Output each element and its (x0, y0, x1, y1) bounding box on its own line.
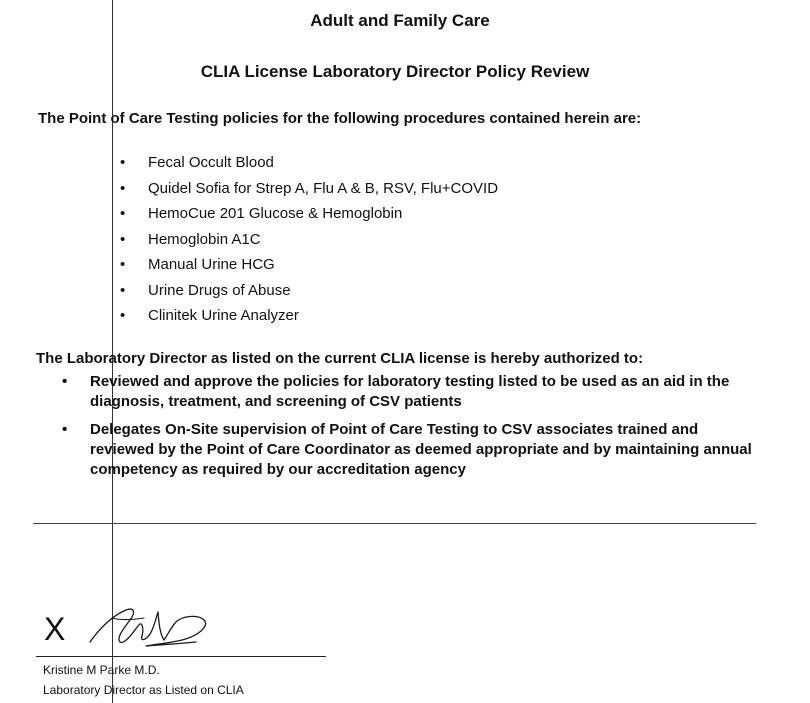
document-title (0, 62, 810, 82)
signer-name: Kristine M Parke M.D. (43, 663, 160, 677)
procedure-item: • Fecal Occult Blood (118, 152, 498, 178)
organization-title-text: Adult and Family Care (310, 11, 490, 30)
authorization-item: • Reviewed and approve the policies for laboratory testing listed to be used as an aid in the diagnosis, treatment, and screening of CSV patients (62, 372, 762, 412)
authorization-list (62, 372, 762, 488)
handwritten-signature (86, 598, 216, 658)
authorization-heading: The Laboratory Director as listed on the current CLIA license is hereby authorized to: (36, 350, 644, 367)
organization-title (0, 11, 810, 31)
procedure-item: • Clinitek Urine Analyzer (118, 305, 498, 331)
procedure-item: • Hemoglobin A1C (118, 229, 498, 255)
procedure-item: • Manual Urine HCG (118, 254, 498, 280)
signature-x-mark: X (44, 611, 66, 647)
signature-line (36, 656, 326, 657)
intro-text: The Point of Care Testing policies for the following procedures contained herein are: (38, 110, 642, 127)
procedure-item: • Quidel Sofia for Strep A, Flu A & B, RSV, Flu+COVID (118, 178, 498, 204)
section-divider (33, 523, 756, 524)
procedure-list (118, 152, 498, 331)
signer-title: Laboratory Director as Listed on CLIA (43, 683, 244, 697)
procedure-item: • Urine Drugs of Abuse (118, 280, 498, 306)
procedure-item: • HemoCue 201 Glucose & Hemoglobin (118, 203, 498, 229)
authorization-item: • Delegates On-Site supervision of Point of Care Testing to CSV associates trained and reviewed by the Point of Care Coordinator as deemed appropriate and by maintaining annual competency as required by our accreditation agency (62, 420, 762, 480)
document-title-text: CLIA License Laboratory Director Policy Review (200, 62, 590, 81)
